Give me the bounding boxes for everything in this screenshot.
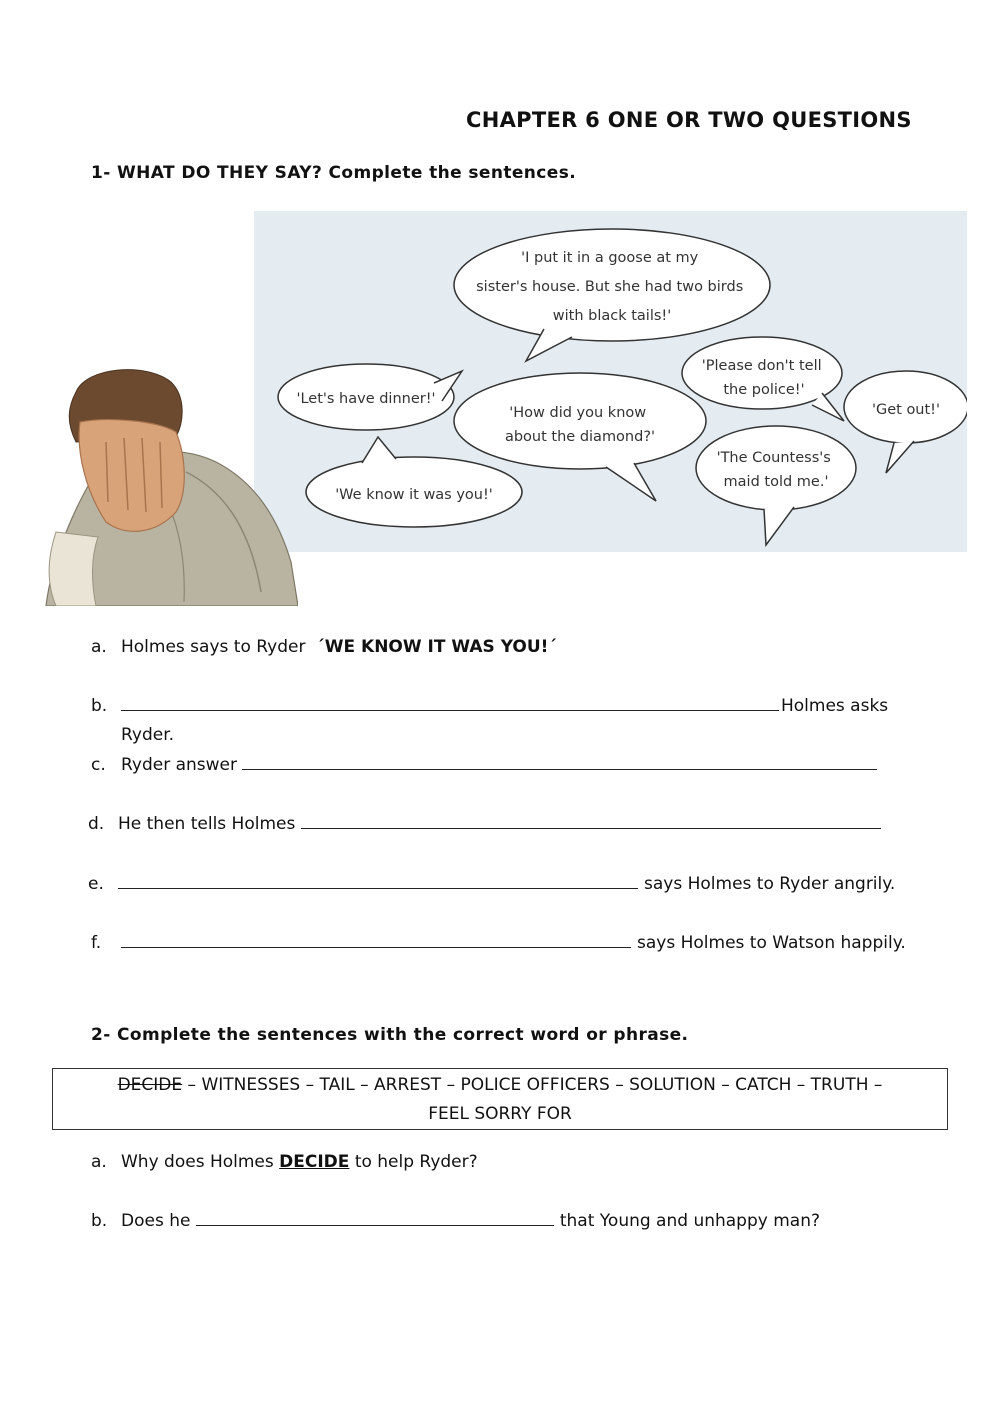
- answer-blank[interactable]: [242, 755, 877, 770]
- word-bank-used-word: DECIDE: [117, 1075, 183, 1095]
- man-head-in-hands-image: [36, 362, 298, 606]
- word-bank-words: – WITNESSES – TAIL – ARREST – POLICE OFFICERS – SOLUTION – CATCH – TRUTH –: [182, 1075, 883, 1095]
- speech-bubbles-illustration: [254, 211, 967, 552]
- item-text: Ryder answer: [121, 755, 237, 775]
- answer-blank[interactable]: [121, 696, 779, 711]
- answer-blank[interactable]: [301, 814, 881, 829]
- bubble-2-text: 'Please don't tell the police!': [701, 358, 822, 398]
- item-letter: b.: [91, 696, 108, 716]
- item-text: He then tells Holmes: [118, 814, 296, 834]
- item-2b: [91, 1211, 820, 1231]
- item-letter: c.: [91, 755, 106, 775]
- item-1c: [91, 755, 883, 775]
- item-text: Holmes says to Ryder: [121, 637, 306, 657]
- word-bank-box: [52, 1068, 948, 1130]
- bubble-6-text: 'The Countess's maid told me.': [716, 450, 831, 490]
- section-2-heading: 2- Complete the sentences with the correct word or phrase.: [91, 1025, 689, 1045]
- speech-bubble-get-out: [844, 371, 967, 473]
- bubble-4-text: 'How did you know about the diamond?': [504, 405, 656, 445]
- item-letter: a.: [91, 637, 107, 657]
- item-1f: [91, 933, 906, 953]
- word-bank-line-1: [53, 1071, 947, 1100]
- item-2a: [91, 1152, 478, 1172]
- item-suffix: says Holmes to Watson happily.: [637, 933, 906, 953]
- item-letter: e.: [88, 874, 104, 894]
- item-letter: a.: [91, 1152, 107, 1172]
- section-1-heading: 1- WHAT DO THEY SAY? Complete the sentences.: [91, 163, 577, 183]
- item-text-after: that Young and unhappy man?: [559, 1211, 821, 1231]
- answer-blank[interactable]: [118, 874, 638, 889]
- item-answer: DECIDE: [279, 1152, 350, 1172]
- item-text-before: Does he: [121, 1211, 191, 1231]
- bubble-3-text: 'Let's have dinner!': [296, 391, 436, 407]
- item-letter: b.: [91, 1211, 108, 1231]
- speech-bubble-police: [682, 337, 844, 421]
- item-letter: f.: [91, 933, 102, 953]
- bubble-5-text: 'Get out!': [872, 402, 940, 418]
- item-suffix: says Holmes to Ryder angrily.: [644, 874, 896, 894]
- item-1e: [88, 874, 895, 894]
- item-1d: [88, 814, 887, 834]
- page-title: CHAPTER 6 ONE OR TWO QUESTIONS: [466, 108, 912, 132]
- item-1b: [91, 696, 888, 716]
- bubble-1-text: 'I put it in a goose at my sister's house. But she had two birds with black tails!': [476, 250, 744, 324]
- item-1b-continuation: Ryder.: [121, 725, 175, 745]
- item-text-before: Why does Holmes: [121, 1152, 274, 1172]
- word-bank-line-2: FEEL SORRY FOR: [428, 1104, 572, 1124]
- item-suffix: Holmes asks: [781, 696, 889, 716]
- item-answer: ´WE KNOW IT WAS YOU!´: [316, 637, 557, 657]
- item-text-after: to help Ryder?: [354, 1152, 478, 1172]
- answer-blank[interactable]: [121, 933, 631, 948]
- item-letter: d.: [88, 814, 105, 834]
- item-1a: [91, 637, 557, 657]
- answer-blank[interactable]: [196, 1211, 554, 1226]
- bubble-7-text: 'We know it was you!': [335, 487, 493, 503]
